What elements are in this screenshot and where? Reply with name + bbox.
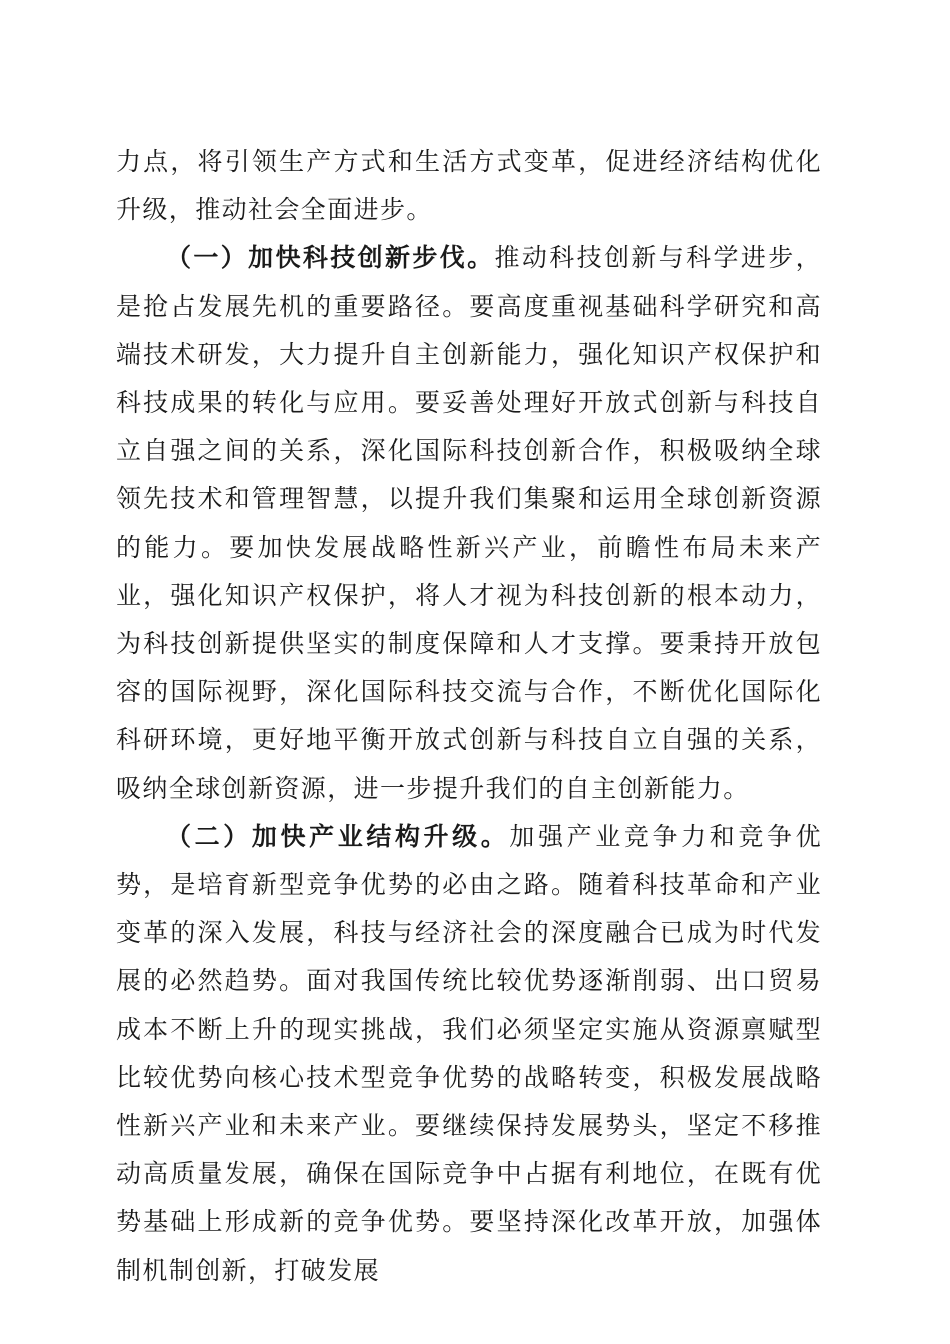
paragraph-text: 加强产业竞争力和竞争优势，是培育新型竞争优势的必由之路。随着科技革命和产业变革的深入发展，科技与经济社会的深度融合已成为时代发展的必然趋势。面对我国传统比较优势逐渐削弱、出口贸易成本不断上升的现实挑战，我们必须坚定实施从资源禀赋型比较优势向核心技术型竞争优势的战略转变，积极发展战略性新兴产业和未来产业。要继续保持发展势头，坚定不移推动高质量发展，确保在国际竞争中占据有利地位，在既有优势基础上形成新的竞争优势。要坚持深化改革开放，加强体制机制创新，打破发展	[116, 821, 822, 1285]
section-heading: （二）加快产业结构升级。	[166, 821, 510, 851]
paragraph-industrial-upgrade	[116, 813, 822, 1295]
paragraph-text: 力点，将引领生产方式和生活方式变革，促进经济结构优化升级，推动社会全面进步。	[116, 147, 822, 225]
document-body	[116, 138, 822, 1295]
section-heading: （一）加快科技创新步伐。	[166, 243, 495, 273]
paragraph-tech-innovation	[116, 234, 822, 812]
paragraph-text: 推动科技创新与科学进步，是抢占发展先机的重要路径。要高度重视基础科学研究和高端技术研发，大力提升自主创新能力，强化知识产权保护和科技成果的转化与应用。要妥善处理好开放式创新与科技自立自强之间的关系，深化国际科技创新合作，积极吸纳全球领先技术和管理智慧，以提升我们集聚和运用全球创新资源的能力。要加快发展战略性新兴产业，前瞻性布局未来产业，强化知识产权保护，将人才视为科技创新的根本动力，为科技创新提供坚实的制度保障和人才支撑。要秉持开放包容的国际视野，深化国际科技交流与合作，不断优化国际化科研环境，更好地平衡开放式创新与科技自立自强的关系，吸纳全球创新资源，进一步提升我们的自主创新能力。	[116, 243, 822, 803]
paragraph-continuation	[116, 138, 822, 234]
